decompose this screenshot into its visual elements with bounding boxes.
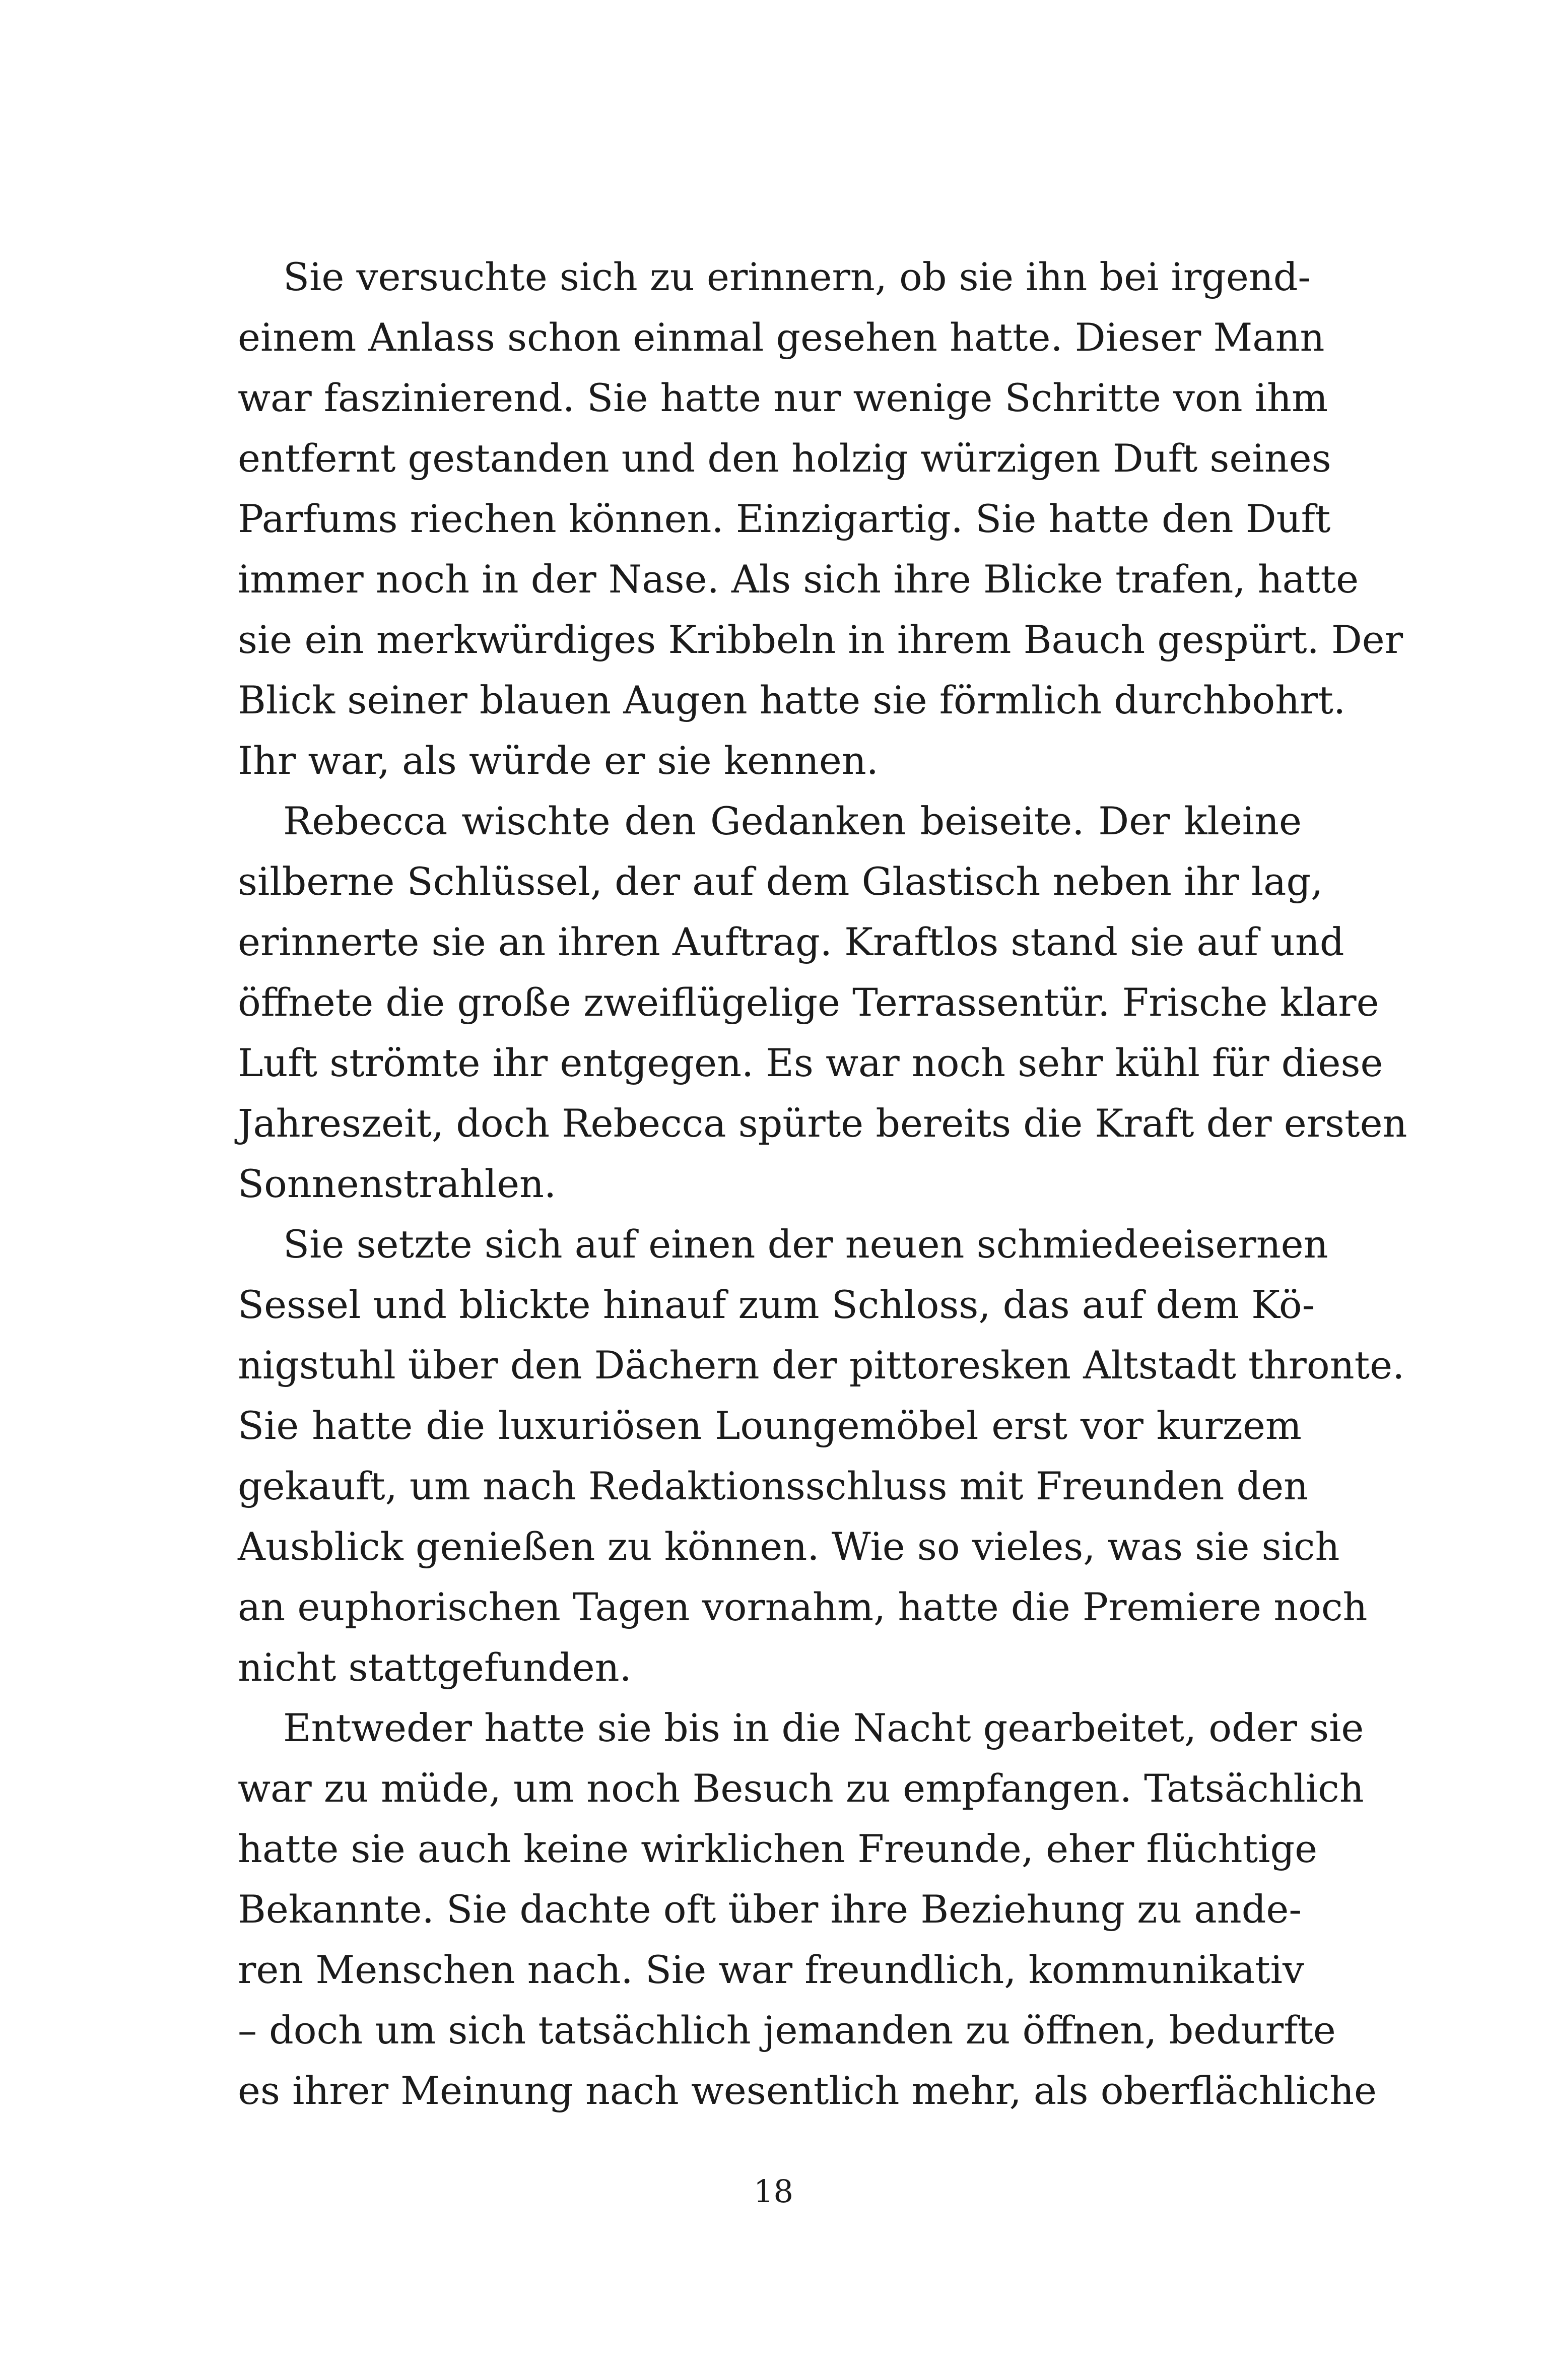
text-line: Ihr war, als würde er sie kennen. bbox=[238, 738, 879, 783]
text-line: erinnerte sie an ihren Auftrag. Kraftlos stand sie auf und bbox=[238, 919, 1344, 964]
text-line: war zu müde, um noch Besuch zu empfangen. Tatsächlich bbox=[238, 1766, 1364, 1811]
text-line: Sie setzte sich auf einen der neuen schmiedeeisernen bbox=[283, 1222, 1328, 1267]
text-line: öffnete die große zweiflügelige Terrassentür. Frische klare bbox=[238, 980, 1379, 1025]
text-line: Rebecca wischte den Gedanken beiseite. Der kleine bbox=[283, 799, 1302, 843]
text-line: Blick seiner blauen Augen hatte sie förmlich durchbohrt. bbox=[238, 678, 1346, 722]
text-line: an euphorischen Tagen vornahm, hatte die Premiere noch bbox=[238, 1584, 1368, 1629]
text-line: gekauft, um nach Redaktionsschluss mit Freunden den bbox=[238, 1464, 1309, 1508]
text-line: ren Menschen nach. Sie war freundlich, kommunikativ bbox=[238, 1947, 1304, 1992]
text-line: silberne Schlüssel, der auf dem Glastisch neben ihr lag, bbox=[238, 859, 1323, 904]
text-line: immer noch in der Nase. Als sich ihre Blicke trafen, hatte bbox=[238, 557, 1359, 602]
text-line: Sessel und blickte hinauf zum Schloss, das auf dem Kö- bbox=[238, 1282, 1315, 1327]
text-line: nicht stattgefunden. bbox=[238, 1645, 632, 1690]
body-text bbox=[238, 247, 1407, 2121]
text-line: Sie versuchte sich zu erinnern, ob sie ihn bei irgend- bbox=[283, 254, 1311, 299]
paragraph bbox=[238, 247, 1403, 791]
text-line: sie ein merkwürdiges Kribbeln in ihrem Bauch gespürt. Der bbox=[238, 617, 1403, 662]
text-line: Sie hatte die luxuriösen Loungemöbel erst vor kurzem bbox=[238, 1403, 1302, 1448]
text-line: entfernt gestanden und den holzig würzigen Duft seines bbox=[238, 436, 1331, 481]
page-number: 18 bbox=[754, 2173, 793, 2210]
paragraph bbox=[238, 1698, 1377, 2121]
text-line: nigstuhl über den Dächern der pittoresken Altstadt thronte. bbox=[238, 1343, 1405, 1387]
paragraph bbox=[238, 1214, 1405, 1698]
text-line: Parfums riechen können. Einzigartig. Sie hatte den Duft bbox=[238, 496, 1331, 541]
text-line: Entweder hatte sie bis in die Nacht gearbeitet, oder sie bbox=[283, 1705, 1364, 1750]
paragraph bbox=[238, 791, 1407, 1214]
text-line: einem Anlass schon einmal gesehen hatte. Dieser Mann bbox=[238, 315, 1325, 360]
text-line: Sonnenstrahlen. bbox=[238, 1161, 557, 1206]
text-line: Ausblick genießen zu können. Wie so vieles, was sie sich bbox=[238, 1524, 1340, 1569]
text-line: Bekannte. Sie dachte oft über ihre Beziehung zu ande- bbox=[238, 1887, 1302, 1932]
text-line: Jahreszeit, doch Rebecca spürte bereits die Kraft der ersten bbox=[238, 1101, 1407, 1146]
text-line: – doch um sich tatsächlich jemanden zu öffnen, bedurfte bbox=[238, 2008, 1336, 2053]
text-line: war faszinierend. Sie hatte nur wenige Schritte von ihm bbox=[238, 375, 1328, 420]
text-line: es ihrer Meinung nach wesentlich mehr, als oberflächliche bbox=[238, 2068, 1377, 2113]
text-line: Luft strömte ihr entgegen. Es war noch sehr kühl für diese bbox=[238, 1040, 1383, 1085]
text-line: hatte sie auch keine wirklichen Freunde, eher flüchtige bbox=[238, 1826, 1318, 1871]
